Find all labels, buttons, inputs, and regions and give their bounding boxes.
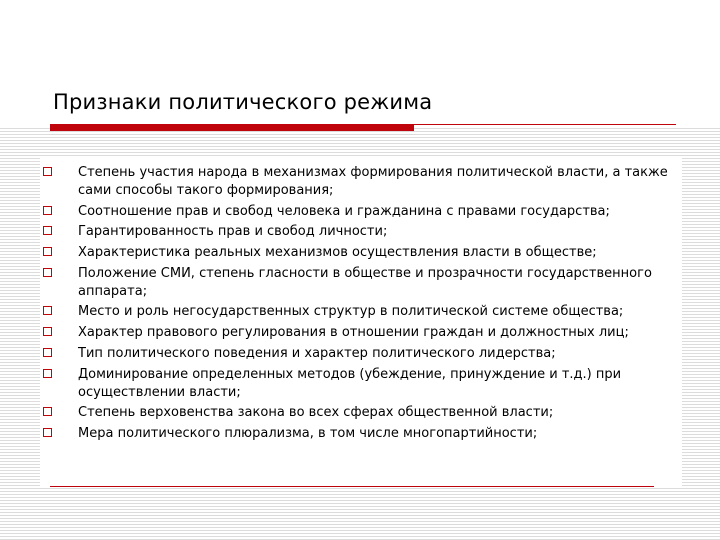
bullet-text: Соотношение прав и свобод человека и гражданина с правами государства;	[78, 203, 610, 219]
title-underline-thin	[414, 124, 676, 125]
slide-content-area	[40, 156, 682, 486]
bullet-item	[40, 244, 682, 262]
title-underline-thick	[50, 124, 414, 131]
hollow-square-bullet-icon	[43, 369, 52, 378]
bullet-text: Характеристика реальных механизмов осуществления власти в обществе;	[78, 245, 597, 261]
hollow-square-bullet-icon	[43, 247, 52, 256]
bullet-text: Тип политического поведения и характер политического лидерства;	[78, 345, 556, 361]
slide-title: Признаки политического режима	[53, 90, 433, 114]
bullet-item	[40, 303, 682, 321]
bullet-text: Степень участия народа в механизмах формирования политической власти, а также сами способы такого формирования;	[78, 165, 668, 198]
hollow-square-bullet-icon	[43, 428, 52, 437]
hollow-square-bullet-icon	[43, 327, 52, 336]
bullet-item	[40, 223, 682, 241]
hollow-square-bullet-icon	[43, 226, 52, 235]
bullet-text: Мера политического плюрализма, в том числе многопартийности;	[78, 425, 538, 441]
bullet-item	[40, 203, 682, 221]
bullet-item	[40, 425, 682, 443]
bullet-item	[40, 366, 682, 402]
bullet-text: Доминирование определенных методов (убеждение, принуждение и т.д.) при осуществлении власти;	[78, 366, 622, 400]
bullet-item	[40, 345, 682, 363]
bullet-item	[40, 265, 682, 301]
bullet-text: Положение СМИ, степень гласности в обществе и прозрачности государственного аппарата;	[78, 265, 652, 299]
hollow-square-bullet-icon	[43, 268, 52, 277]
hollow-square-bullet-icon	[43, 407, 52, 416]
bullet-text: Место и роль негосударственных структур в политической системе общества;	[78, 304, 624, 320]
bullet-item	[40, 324, 682, 342]
hollow-square-bullet-icon	[43, 167, 52, 176]
bullet-item	[40, 164, 682, 200]
hollow-square-bullet-icon	[43, 306, 52, 315]
footer-divider	[50, 486, 654, 487]
bullet-text: Гарантированность прав и свобод личности;	[78, 224, 388, 240]
bullet-list	[40, 156, 682, 443]
hollow-square-bullet-icon	[43, 206, 52, 215]
bullet-text: Степень верховенства закона во всех сферах общественной власти;	[78, 405, 554, 421]
hollow-square-bullet-icon	[43, 348, 52, 357]
bullet-item	[40, 404, 682, 422]
bullet-text: Характер правового регулирования в отношении граждан и должностных лиц;	[78, 325, 629, 341]
